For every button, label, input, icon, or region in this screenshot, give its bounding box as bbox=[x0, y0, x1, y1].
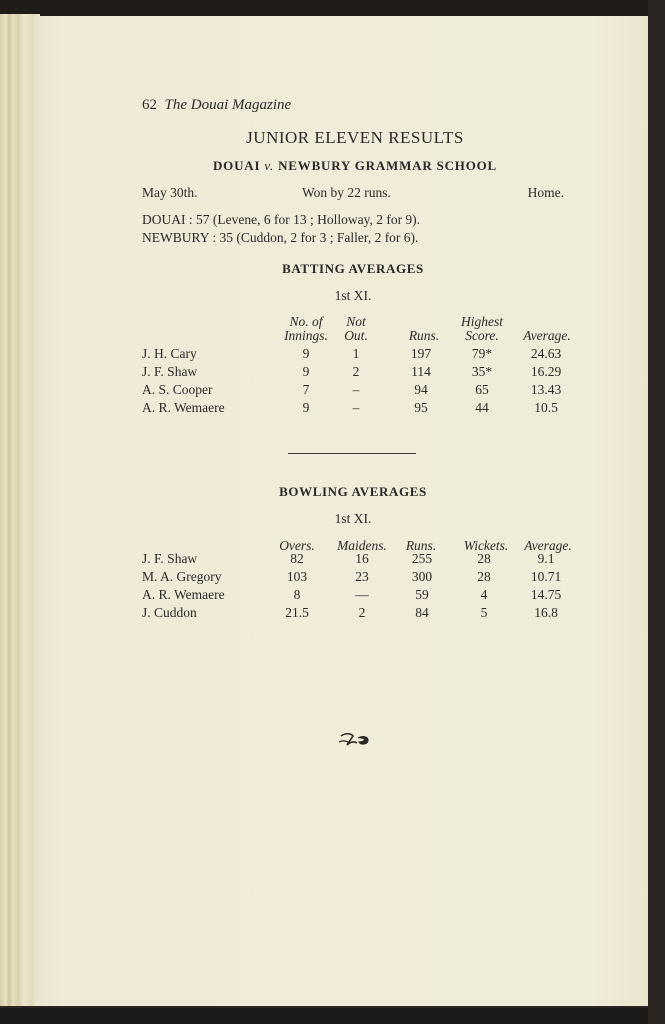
overs-value: 8 bbox=[293, 587, 301, 602]
col-overs: Overs. bbox=[279, 538, 315, 553]
newbury-score: NEWBURY : 35 (Cuddon, 2 for 3 ; Faller, 2 for 6). bbox=[142, 230, 419, 245]
innings-value: 9 bbox=[302, 400, 310, 415]
book-cover-top bbox=[0, 0, 665, 16]
book-cover-edge bbox=[648, 0, 665, 1024]
results-title: JUNIOR ELEVEN RESULTS bbox=[246, 128, 464, 147]
overs-value: 103 bbox=[286, 569, 308, 584]
col-maidens: Maidens. bbox=[337, 538, 387, 553]
player-name: A. R. Wemaere bbox=[142, 587, 225, 602]
average-value: 14.75 bbox=[530, 587, 562, 602]
col-average: Average. bbox=[524, 538, 572, 553]
col-runs: Runs. bbox=[405, 538, 437, 553]
match-date: May 30th. bbox=[142, 185, 198, 200]
runs-value: 94 bbox=[414, 382, 428, 397]
col-notout-line1: Not bbox=[346, 314, 366, 329]
wickets-value: 5 bbox=[480, 605, 488, 620]
highest-value: 65 bbox=[475, 382, 489, 397]
not-out-value: 1 bbox=[352, 346, 360, 361]
match-team-home: DOUAI bbox=[212, 158, 261, 173]
runs-value: 59 bbox=[415, 587, 429, 602]
col-runs: Runs. bbox=[408, 328, 440, 343]
col-highest-line2: Score. bbox=[465, 328, 499, 343]
average-value: 9.1 bbox=[537, 551, 555, 566]
wickets-value: 28 bbox=[477, 569, 491, 584]
col-wickets: Wickets. bbox=[463, 538, 509, 553]
col-highest-line1: Highest bbox=[461, 314, 503, 329]
average-value: 10.5 bbox=[534, 400, 558, 415]
printers-flourish-icon bbox=[338, 732, 372, 748]
book-cover-bottom bbox=[0, 1008, 665, 1024]
magazine-title: The Douai Magazine bbox=[164, 97, 292, 113]
bowling-title: BOWLING AVERAGES bbox=[279, 484, 427, 499]
runs-value: 300 bbox=[411, 569, 433, 584]
match-title bbox=[134, 158, 576, 174]
col-innings-line2: Innings. bbox=[284, 328, 328, 343]
batting-title: BATTING AVERAGES bbox=[282, 261, 424, 276]
douai-score: DOUAI : 57 (Levene, 6 for 13 ; Holloway, 2 for 9). bbox=[142, 212, 421, 227]
bowling-subtitle: 1st XI. bbox=[334, 511, 372, 526]
page-number: 62 bbox=[142, 97, 157, 113]
player-name: J. H. Cary bbox=[142, 346, 197, 361]
batting-subtitle: 1st XI. bbox=[334, 288, 372, 303]
overs-value: 82 bbox=[290, 551, 304, 566]
player-name: A. S. Cooper bbox=[142, 382, 213, 397]
innings-value: 7 bbox=[302, 382, 310, 397]
average-value: 16.8 bbox=[534, 605, 558, 620]
match-venue: Home. bbox=[527, 185, 564, 200]
innings-value: 9 bbox=[302, 346, 310, 361]
not-out-value: – bbox=[352, 382, 360, 397]
innings-value: 9 bbox=[302, 364, 310, 379]
match-outcome: Won by 22 runs. bbox=[302, 185, 391, 200]
col-notout-line2: Out. bbox=[344, 328, 368, 343]
player-name: M. A. Gregory bbox=[142, 569, 222, 584]
magazine-page bbox=[34, 16, 652, 1006]
highest-value: 44 bbox=[475, 400, 489, 415]
maidens-value: 2 bbox=[358, 605, 366, 620]
not-out-value: 2 bbox=[352, 364, 360, 379]
overs-value: 21.5 bbox=[285, 605, 309, 620]
player-name: J. Cuddon bbox=[142, 605, 197, 620]
player-name: J. F. Shaw bbox=[142, 364, 198, 379]
running-header bbox=[142, 97, 291, 114]
average-value: 16.29 bbox=[530, 364, 562, 379]
maidens-value: — bbox=[355, 587, 369, 602]
col-average: Average. bbox=[523, 328, 571, 343]
runs-value: 84 bbox=[415, 605, 429, 620]
wickets-value: 4 bbox=[480, 587, 488, 602]
highest-value: 79* bbox=[471, 346, 493, 361]
runs-value: 114 bbox=[411, 364, 431, 379]
maidens-value: 16 bbox=[355, 551, 369, 566]
average-value: 24.63 bbox=[530, 346, 562, 361]
not-out-value: – bbox=[352, 400, 360, 415]
runs-value: 255 bbox=[411, 551, 433, 566]
wickets-value: 28 bbox=[477, 551, 491, 566]
match-team-away: NEWBURY GRAMMAR SCHOOL bbox=[278, 158, 497, 173]
average-value: 13.43 bbox=[530, 382, 562, 397]
runs-value: 95 bbox=[414, 400, 428, 415]
match-versus: v. bbox=[264, 158, 275, 173]
col-innings-line1: No. of bbox=[289, 314, 323, 329]
average-value: 10.71 bbox=[530, 569, 562, 584]
runs-value: 197 bbox=[410, 346, 432, 361]
player-name: A. R. Wemaere bbox=[142, 400, 225, 415]
player-name: J. F. Shaw bbox=[142, 551, 198, 566]
section-divider bbox=[288, 453, 416, 454]
highest-value: 35* bbox=[471, 364, 493, 379]
maidens-value: 23 bbox=[355, 569, 369, 584]
